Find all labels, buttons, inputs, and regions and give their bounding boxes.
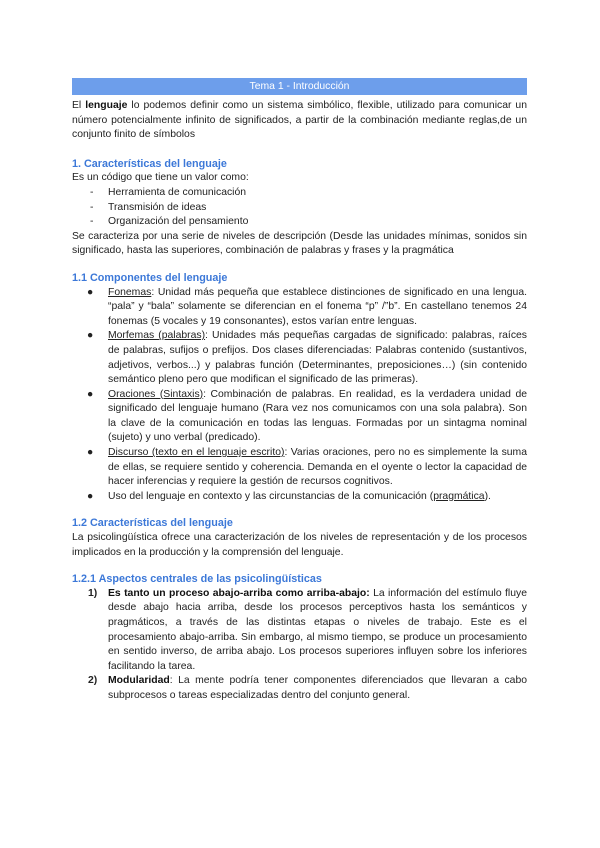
intro-term: lenguaje [85,100,128,111]
list-item: - Transmisión de ideas [72,201,527,216]
document-content [72,78,527,704]
list-item: 1) Es tanto un proceso abajo-arriba como arriba-abajo: La información del estímulo fluye desde abajo hacia arriba, desde los procesos perceptivos hasta los semánticos y pragmáticos, a través de las distintas etapas o niveles de trabajo. Este es el procesamiento abajo-arriba. Sin embargo, al mismo tiempo, se produce un procesamiento en sentido inverso, de arriba abajo. Los procesos superiores influyen sobre los inferiores facilitando la tarea. [88,587,527,672]
page-title: Tema 1 - Introducción [72,78,527,95]
bullet-icon: ● [87,330,94,342]
value-list [72,186,527,230]
item-number: 2) [88,675,98,687]
bullet-icon: ● [87,286,94,298]
term-link[interactable]: pragmática [433,490,485,502]
list-item: ● Oraciones (Sintaxis): Combinación de palabras. En realidad, es la verdadera unidad de significado del lenguaje humano (Rara vez nos comunicamos con una sola palabra). Son la clave de la comunicación en todas las lenguas. Formadas por un sintagma nominal (sujeto) y uno verbal (predicado). [87,388,528,444]
section-heading-1-2: 1.2 Características del lenguaje [72,517,233,530]
item-number: 1) [88,587,98,599]
list-item: ● Uso del lenguaje en contexto y las circunstancias de la comunicación (pragmática). [72,490,527,505]
section1-lead: Es un código que tiene un valor como: [72,172,249,184]
section1-paragraph: Se caracteriza por una serie de niveles de descripción (Desde las unidades mínimas, sonidos sin significado, hasta las superiores, combinación de palabras y frases y la pragmática [72,230,527,257]
section-heading-1-1: 1.1 Componentes del lenguaje [72,271,228,284]
term-link[interactable]: Fonemas [108,286,152,298]
list-item: 2) Modularidad: La mente podría tener componentes diferenciados que llevaran a cabo subprocesos o tareas especializadas dentro del conjunto general. [88,675,527,701]
list-item: - Herramienta de comunicación [72,186,527,201]
term-link[interactable]: Morfemas (palabras) [108,330,206,342]
section-heading-1-2-1: 1.2.1 Aspectos centrales de las psicolingüísticas [72,573,322,586]
list-item: - Organización del pensamiento [72,215,527,230]
section12-paragraph: La psicolingüística ofrece una caracterización de los niveles de representación y de los procesos implicados en la producción y la comprensión del lenguaje. [72,532,527,558]
components-list [72,286,527,505]
intro-paragraph: El lenguaje lo podemos definir como un sistema simbólico, flexible, utilizado para comunicar un número potencialmente infinito de significados, a partir de la combinación mediante reglas,de un conjunto finito de símbolos [72,100,527,141]
bullet-icon: ● [87,490,94,502]
bullet-icon: ● [87,447,94,459]
list-item: ● Morfemas (palabras): Unidades más pequeñas cargadas de significado: palabras, raíces de palabras, sufijos o prefijos. Dos clases diferenciadas: Palabras contenido (sustantivos, adjetivos, verbos...) y palabras función (Determinantes, preposiciones…) (sin contenido semántico pleno pero que modifican el significado de las primeras). [87,330,527,386]
term-link[interactable]: Oraciones (Sintaxis) [108,388,204,400]
term-link[interactable]: Discurso (texto en el lenguaje escrito) [108,447,285,459]
bullet-icon: ● [87,388,94,400]
list-item: ● Discurso (texto en el lenguaje escrito): Varias oraciones, pero no es simplemente la suma de ellas, se requiere sentido y coherencia. Demanda en el oyente o lector la capacidad de hacer inferencias y requiere la gestión de recursos cognitivos. [87,447,527,488]
aspects-list [72,587,527,704]
section-heading-1: 1. Características del lenguaje [72,157,227,170]
list-item: ● Fonemas: Unidad más pequeña que establece distinciones de significado en una lengua. “pala” y “bala” solamente se diferencian en el fonema “p” /”b”. En castellano tenemos 24 fonemas (5 vocales y 19 consonantes), estos varían entre lenguas. [87,286,527,327]
